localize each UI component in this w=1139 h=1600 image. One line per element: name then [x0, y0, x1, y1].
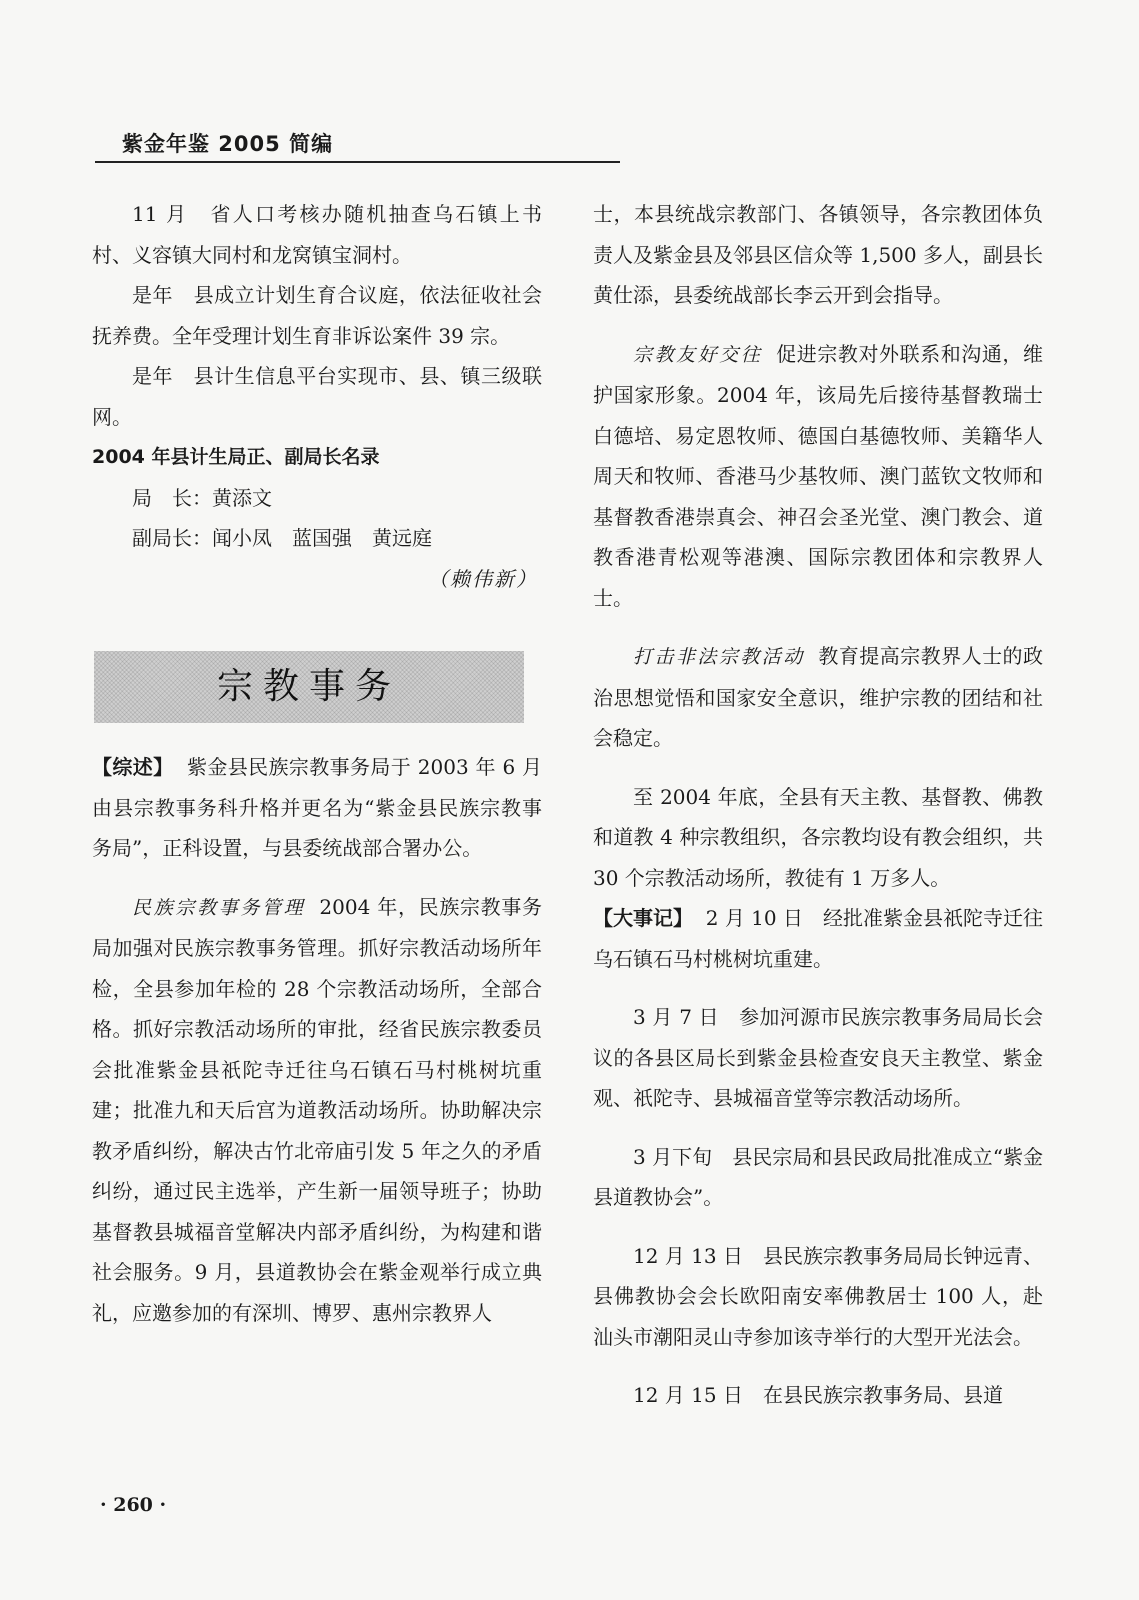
event-feb-10: 2 月 10 日 经批准紫金县祇陀寺迁往乌石镇石马村桃树坑重建。: [593, 906, 1044, 971]
running-title: 紫金年鉴 2005 简编: [122, 132, 334, 156]
management-text: 2004 年，民族宗教事务局加强对民族宗教事务管理。抓好宗教活动场所年检，全县参加年检的 28 个宗教活动场所，全部合格。抓好宗教活动场所的审批，经省民族宗教委员会批准紫金县祇陀寺迁往乌石镇石马村桃树坑重建；批准九和天后宫为道教活动场所。协助解决宗教矛盾纠纷，解决古竹北帝庙引发 5 年之久的矛盾纠纷，通过民主选举，产生新一届领导班子；协助基督教县城福音堂解决内部矛盾纠纷，为构建和谐社会服务。9 月，县道教协会在紫金观举行成立典礼，应邀参加的有深圳、博罗、惠州宗教界人: [92, 894, 542, 1325]
crackdown-title: 打击非法宗教活动: [633, 646, 805, 668]
event-dec-15: 12 月 15 日 在县民族宗教事务局、县道: [633, 1383, 1003, 1407]
overview-label: 【综述】: [92, 755, 174, 779]
friendship-paragraph: [593, 334, 1043, 619]
paragraph-november: 11 月 省人口考核办随机抽查乌石镇上书村、义容镇大同村和龙窝镇宝洞村。: [92, 202, 542, 267]
friendship-text: 促进宗教对外联系和沟通，维护国家形象。2004 年，该局先后接待基督教瑞士白德培、易定恩牧师、德国白基德牧师、美籍华人周天和牧师、香港马少基牧师、澳门蓝钦文牧师和基督教香港崇真会、神召会圣光堂、澳门教会、道教香港青松观等港澳、国际宗教团体和宗教界人士。: [593, 341, 1043, 610]
section-title: 宗教事务: [216, 665, 401, 707]
friendship-title: 宗教友好交往: [633, 343, 763, 366]
crackdown-paragraph: [593, 636, 1043, 759]
paragraph-court: 是年 县成立计划生育合议庭，依法征收社会抚养费。全年受理计划生育非诉讼案件 39 宗。: [92, 283, 542, 348]
section-banner: [94, 651, 524, 723]
event-late-march: 3 月下旬 县民宗局和县民政局批准成立“紫金县道教协会”。: [593, 1144, 1043, 1209]
management-paragraph: [92, 887, 542, 1334]
paragraph-network: 是年 县计生信息平台实现市、县、镇三级联网。: [92, 364, 542, 429]
overview-paragraph: [92, 747, 542, 869]
left-column: [92, 194, 542, 1333]
management-title: 民族宗教事务管理: [132, 896, 306, 919]
author-credit: （赖伟新）: [428, 566, 538, 591]
officer-deputies: 副局长：闻小凤 蓝国强 黄远庭: [132, 526, 432, 550]
overview-text: 紫金县民族宗教事务局于 2003 年 6 月由县宗教事务科升格并更名为“紫金县民族宗教事务局”，正科设置，与县委统战部合署办公。: [92, 755, 542, 860]
paragraph-continuation: 士，本县统战宗教部门、各镇领导，各宗教团体负责人及紫金县及邻县区信众等 1,500 多人，副县长黄仕添，县委统战部长李云开到会指导。: [593, 202, 1043, 307]
header-rule: [95, 161, 620, 163]
right-column: [593, 194, 1043, 1416]
officer-director: 局 长：黄添文: [132, 485, 272, 510]
officer-list-title: 2004 年县计生局正、副局长名录: [92, 446, 380, 468]
event-mar-7: 3 月 7 日 参加河源市民族宗教事务局局长会议的各县区局长到紫金县检查安良天主教堂、紫金观、祇陀寺、县城福音堂等宗教活动场所。: [593, 1005, 1043, 1110]
event-dec-13: 12 月 13 日 县民族宗教事务局局长钟远青、县佛教协会会长欧阳南安率佛教居士 100 人，赴汕头市潮阳灵山寺参加该寺举行的大型开光法会。: [593, 1243, 1043, 1349]
summary-paragraph: 至 2004 年底，全县有天主教、基督教、佛教和道教 4 种宗教组织，各宗教均设有教会组织，共 30 个宗教活动场所，教徒有 1 万多人。: [593, 784, 1043, 890]
events-paragraph: [593, 898, 1043, 979]
events-label: 【大事记】: [593, 906, 694, 930]
crackdown-text: 教育提高宗教界人士的政治思想觉悟和国家安全意识，维护宗教的团结和社会稳定。: [593, 644, 1044, 750]
page-number: · 260 ·: [100, 1494, 167, 1516]
